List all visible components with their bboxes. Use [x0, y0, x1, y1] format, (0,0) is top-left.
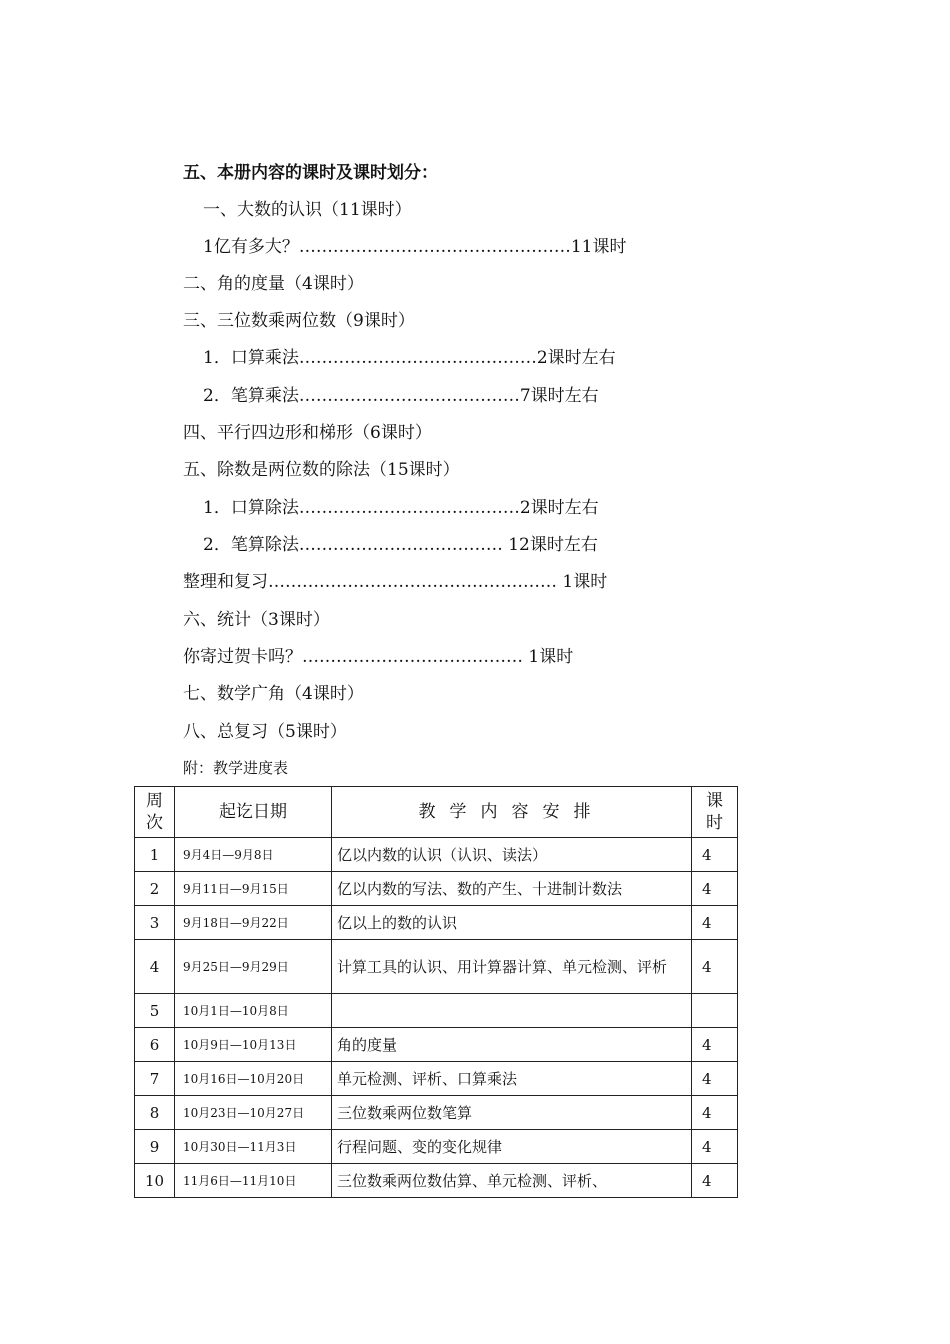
- table-row: [135, 872, 738, 906]
- content-cell: [332, 994, 692, 1028]
- content-cell: 亿以内数的认识（认识、读法）: [332, 838, 692, 872]
- table-row: [135, 906, 738, 940]
- appendix-note: 附：教学进度表: [183, 759, 289, 777]
- outline-line: 1亿有多大？…………………………………………11课时: [203, 237, 627, 257]
- table-row: [135, 1130, 738, 1164]
- week-cell: 3: [135, 906, 175, 940]
- outline-line: 六、统计（3课时）: [183, 610, 330, 630]
- hours-cell: 4: [692, 940, 738, 994]
- header-hours: 课时: [692, 787, 738, 838]
- table-row: [135, 838, 738, 872]
- date-cell: 11月6日—11月10日: [175, 1164, 332, 1198]
- week-cell: 10: [135, 1164, 175, 1198]
- outline-line: 二、角的度量（4课时）: [183, 274, 364, 294]
- week-cell: 6: [135, 1028, 175, 1062]
- table-row: [135, 1096, 738, 1130]
- date-cell: 10月1日—10月8日: [175, 994, 332, 1028]
- table-row: [135, 1164, 738, 1198]
- outline-line: 一、大数的认识（11课时）: [203, 200, 412, 220]
- content-cell: 单元检测、评析、口算乘法: [332, 1062, 692, 1096]
- content-cell: 行程问题、变的变化规律: [332, 1130, 692, 1164]
- hours-cell: 4: [692, 906, 738, 940]
- week-cell: 8: [135, 1096, 175, 1130]
- date-cell: 9月25日—9月29日: [175, 940, 332, 994]
- hours-cell: 4: [692, 1028, 738, 1062]
- hours-cell: 4: [692, 872, 738, 906]
- outline-line: 整理和复习…………………………………………… 1课时: [183, 572, 608, 592]
- date-cell: 9月11日—9月15日: [175, 872, 332, 906]
- outline-line: 2．笔算乘法…………………………………7课时左右: [203, 386, 599, 406]
- content-cell: 亿以内数的写法、数的产生、十进制计数法: [332, 872, 692, 906]
- hours-cell: [692, 994, 738, 1028]
- outline-line: 1．口算除法…………………………………2课时左右: [203, 498, 599, 518]
- table-row: [135, 1062, 738, 1096]
- header-week: 周次: [135, 787, 175, 838]
- content-cell: 计算工具的认识、用计算器计算、单元检测、评析: [332, 940, 692, 994]
- schedule-table: [134, 786, 738, 1198]
- date-cell: 10月9日—10月13日: [175, 1028, 332, 1062]
- outline-line: 八、总复习（5课时）: [183, 722, 347, 742]
- hours-cell: 4: [692, 1096, 738, 1130]
- outline-line: 四、平行四边形和梯形（6课时）: [183, 423, 432, 443]
- outline-line: 你寄过贺卡吗？………………………………… 1课时: [183, 647, 574, 667]
- content-cell: 亿以上的数的认识: [332, 906, 692, 940]
- table-row: [135, 940, 738, 994]
- header-dates: 起讫日期: [175, 787, 332, 838]
- table-row: [135, 1028, 738, 1062]
- content-cell: 三位数乘两位数笔算: [332, 1096, 692, 1130]
- hours-cell: 4: [692, 838, 738, 872]
- week-cell: 4: [135, 940, 175, 994]
- outline-line: 1．口算乘法……………………………………2课时左右: [203, 348, 616, 368]
- content-cell: 三位数乘两位数估算、单元检测、评析、: [332, 1164, 692, 1198]
- outline-line: 2．笔算除法……………………………… 12课时左右: [203, 535, 598, 555]
- table-header-row: [135, 787, 738, 838]
- week-cell: 2: [135, 872, 175, 906]
- week-cell: 5: [135, 994, 175, 1028]
- date-cell: 10月30日—11月3日: [175, 1130, 332, 1164]
- date-cell: 10月16日—10月20日: [175, 1062, 332, 1096]
- outline-line: 七、数学广角（4课时）: [183, 684, 364, 704]
- hours-cell: 4: [692, 1164, 738, 1198]
- outline-line: 三、三位数乘两位数（9课时）: [183, 311, 415, 331]
- hours-cell: 4: [692, 1062, 738, 1096]
- week-cell: 9: [135, 1130, 175, 1164]
- content-cell: 角的度量: [332, 1028, 692, 1062]
- table-row: [135, 994, 738, 1028]
- outline-line: 五、除数是两位数的除法（15课时）: [183, 460, 460, 480]
- date-cell: 10月23日—10月27日: [175, 1096, 332, 1130]
- date-cell: 9月18日—9月22日: [175, 906, 332, 940]
- header-content: 教学内容安排: [332, 787, 692, 838]
- week-cell: 7: [135, 1062, 175, 1096]
- section-heading: 五、本册内容的课时及课时划分：: [183, 163, 438, 183]
- week-cell: 1: [135, 838, 175, 872]
- hours-cell: 4: [692, 1130, 738, 1164]
- date-cell: 9月4日—9月8日: [175, 838, 332, 872]
